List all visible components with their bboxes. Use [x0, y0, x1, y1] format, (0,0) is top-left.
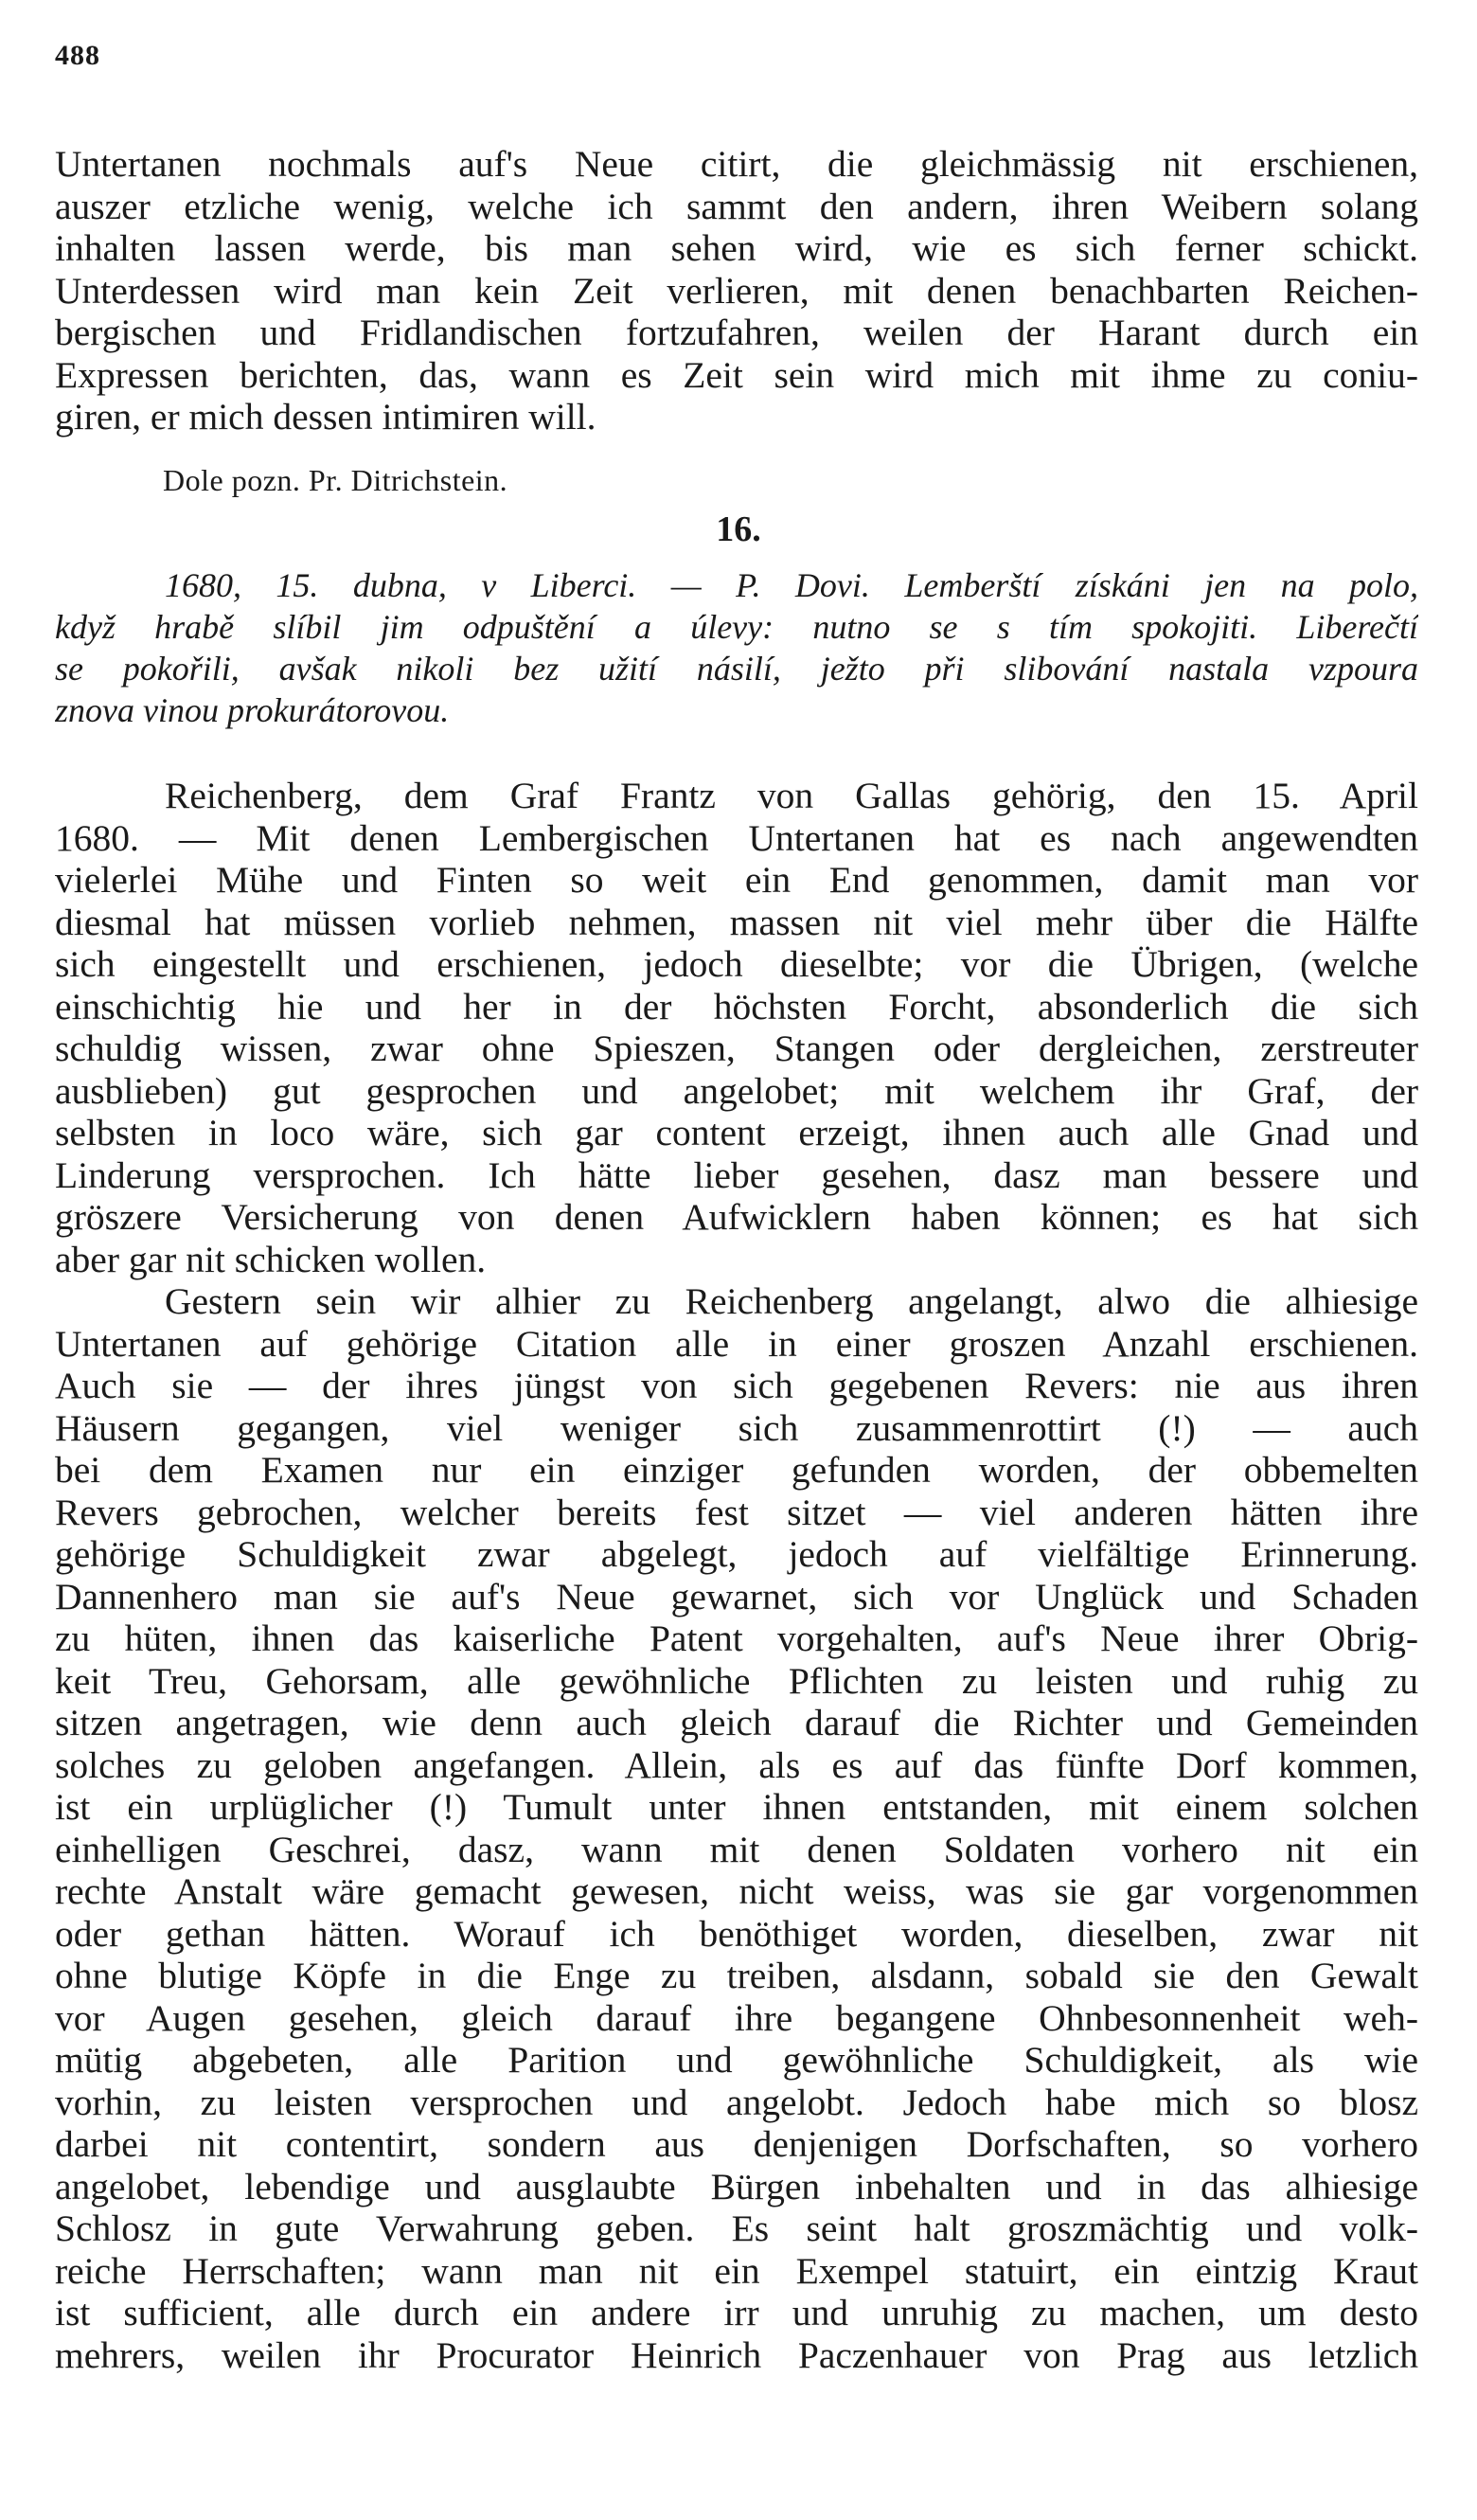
- text-line: sitzen angetragen, wie denn auch gleich darauf die Richter und Gemeinden: [55, 1702, 1418, 1743]
- text-line: rechte Anstalt wäre gemacht gewesen, nicht weiss, was sie gar vorgenommen: [55, 1870, 1418, 1912]
- text-line: ohne blutige Köpfe in die Enge zu treiben, alsdann, sobald sie den Gewalt: [55, 1955, 1418, 1996]
- text-line: vielerlei Mühe und Finten so weit ein End genommen, damit man vor: [55, 859, 1418, 901]
- text-line: Schlosz in gute Verwahrung geben. Es seint halt groszmächtig und volk-: [55, 2207, 1418, 2249]
- text-line: diesmal hat müssen vorlieb nehmen, massen nit viel mehr über die Hälfte: [55, 901, 1418, 943]
- text-line: gröszere Versicherung von denen Aufwicklern haben können; es hat sich: [55, 1196, 1418, 1238]
- text-line: Reichenberg, dem Graf Frantz von Gallas gehörig, den 15. April: [165, 775, 1418, 816]
- text-line: einschichtig hie und her in der höchsten Forcht, absonderlich die sich: [55, 985, 1418, 1028]
- text-line: Unterdessen wird man kein Zeit verlieren, mit denen benachbarten Reichen-: [55, 269, 1418, 312]
- text-line: aber gar nit schicken wollen.: [55, 1238, 487, 1280]
- text-line: Expressen berichten, das, wann es Zeit sein wird mich mit ihme zu coniu-: [55, 353, 1418, 396]
- text-line: Auch sie — der ihres jüngst von sich gegebenen Revers: nie aus ihren: [55, 1365, 1418, 1406]
- text-line: Linderung versprochen. Ich hätte lieber gesehen, dasz man bessere und: [55, 1153, 1418, 1196]
- text-line: reiche Herrschaften; wann man nit ein Exempel statuirt, ein eintzig Kraut: [55, 2249, 1418, 2292]
- text-line: giren, er mich dessen intimiren will.: [55, 396, 596, 438]
- regest-summary: [55, 564, 1418, 731]
- text-line: 1680. — Mit denen Lembergischen Untertanen hat es nach angewendten: [55, 816, 1418, 859]
- text-line: keit Treu, Gehorsam, alle gewöhnliche Pflichten zu leisten und ruhig zu: [55, 1659, 1418, 1702]
- text-line: bei dem Examen nur ein einziger gefunden worden, der obbemelten: [55, 1449, 1418, 1491]
- text-line: Revers gebrochen, welcher bereits fest sitzet — viel anderen hätten ihre: [55, 1491, 1418, 1533]
- text-line: ausblieben) gut gesprochen und angelobet; mit welchem ihr Graf, der: [55, 1069, 1418, 1112]
- document-number: 16.: [716, 509, 761, 549]
- text-line: darbei nit contentirt, sondern aus denjenigen Dorfschaften, so vorhero: [55, 2123, 1418, 2165]
- regest-line: 1680, 15. dubna, v Liberci. — P. Dovi. Lemberští získáni jen na polo,: [165, 566, 1418, 604]
- text-line: mehrers, weilen ihr Procurator Heinrich Paczenhauer von Prag aus letzlich: [55, 2333, 1418, 2376]
- text-line: selbsten in loco wäre, sich gar content erzeigt, ihnen auch alle Gnad und: [55, 1112, 1418, 1153]
- letter-body: [55, 775, 1418, 2376]
- text-line: Dannenhero man sie auf's Neue gewarnet, sich vor Unglück und Schaden: [55, 1575, 1418, 1617]
- text-line: Untertanen nochmals auf's Neue citirt, die gleichmässig nit erschienen,: [55, 143, 1418, 185]
- text-line: bergischen und Fridlandischen fortzufahren, weilen der Harant durch ein: [55, 312, 1418, 353]
- text-line: gehörige Schuldigkeit zwar abgelegt, jedoch auf vielfältige Erinnerung.: [55, 1533, 1418, 1575]
- text-line: Gestern sein wir alhier zu Reichenberg angelangt, alwo die alhiesige: [165, 1280, 1418, 1322]
- text-line: sich eingestellt und erschienen, jedoch dieselbte; vor die Übrigen, (welche: [55, 943, 1418, 985]
- regest-line: se pokořili, avšak nikoli bez užití násilí, ježto při slibování nastala vzpoura: [55, 650, 1418, 688]
- text-line: schuldig wissen, zwar ohne Spieszen, Stangen oder dergleichen, zerstreuter: [55, 1028, 1418, 1069]
- text-line: einhelligen Geschrei, dasz, wann mit denen Soldaten vorhero nit ein: [55, 1828, 1418, 1870]
- text-line: ist sufficient, alle durch ein andere irr und unruhig zu machen, um desto: [55, 2292, 1418, 2333]
- text-line: inhalten lassen werde, bis man sehen wird, wie es sich ferner schickt.: [55, 227, 1418, 269]
- text-line: vor Augen gesehen, gleich darauf ihre begangene Ohnbesonnenheit weh-: [55, 1996, 1418, 2039]
- intro-paragraph: [55, 143, 1418, 438]
- text-line: mütig abgebeten, alle Parition und gewöhnliche Schuldigkeit, als wie: [55, 2039, 1418, 2081]
- text-line: oder gethan hätten. Worauf ich benöthiget worden, dieselben, zwar nit: [55, 1912, 1418, 1955]
- text-line: ist ein urplüglicher (!) Tumult unter ihnen entstanden, mit einem solchen: [55, 1786, 1418, 1828]
- regest-line: když hrabě slíbil jim odpuštění a úlevy: nutno se s tím spokojiti. Liberečtí: [55, 608, 1418, 646]
- text-line: auszer etzliche wenig, welche ich sammt den andern, ihren Weibern solang: [55, 185, 1418, 227]
- text-line: vorhin, zu leisten versprochen und angelobt. Jedoch habe mich so blosz: [55, 2081, 1418, 2123]
- text-line: angelobet, lebendige und ausglaubte Bürgen inbehalten und in das alhiesige: [55, 2165, 1418, 2207]
- page-number: 488: [55, 40, 100, 71]
- editor-note: Dole pozn. Pr. Ditrichstein.: [163, 463, 508, 497]
- regest-line: znova vinou prokurátorovou.: [55, 691, 450, 729]
- text-line: zu hüten, ihnen das kaiserliche Patent vorgehalten, auf's Neue ihrer Obrig-: [55, 1617, 1418, 1659]
- text-line: Häusern gegangen, viel weniger sich zusammenrottirt (!) — auch: [55, 1406, 1418, 1449]
- text-line: Untertanen auf gehörige Citation alle in einer groszen Anzahl erschienen.: [55, 1322, 1418, 1365]
- text-line: solches zu geloben angefangen. Allein, als es auf das fünfte Dorf kommen,: [55, 1743, 1418, 1786]
